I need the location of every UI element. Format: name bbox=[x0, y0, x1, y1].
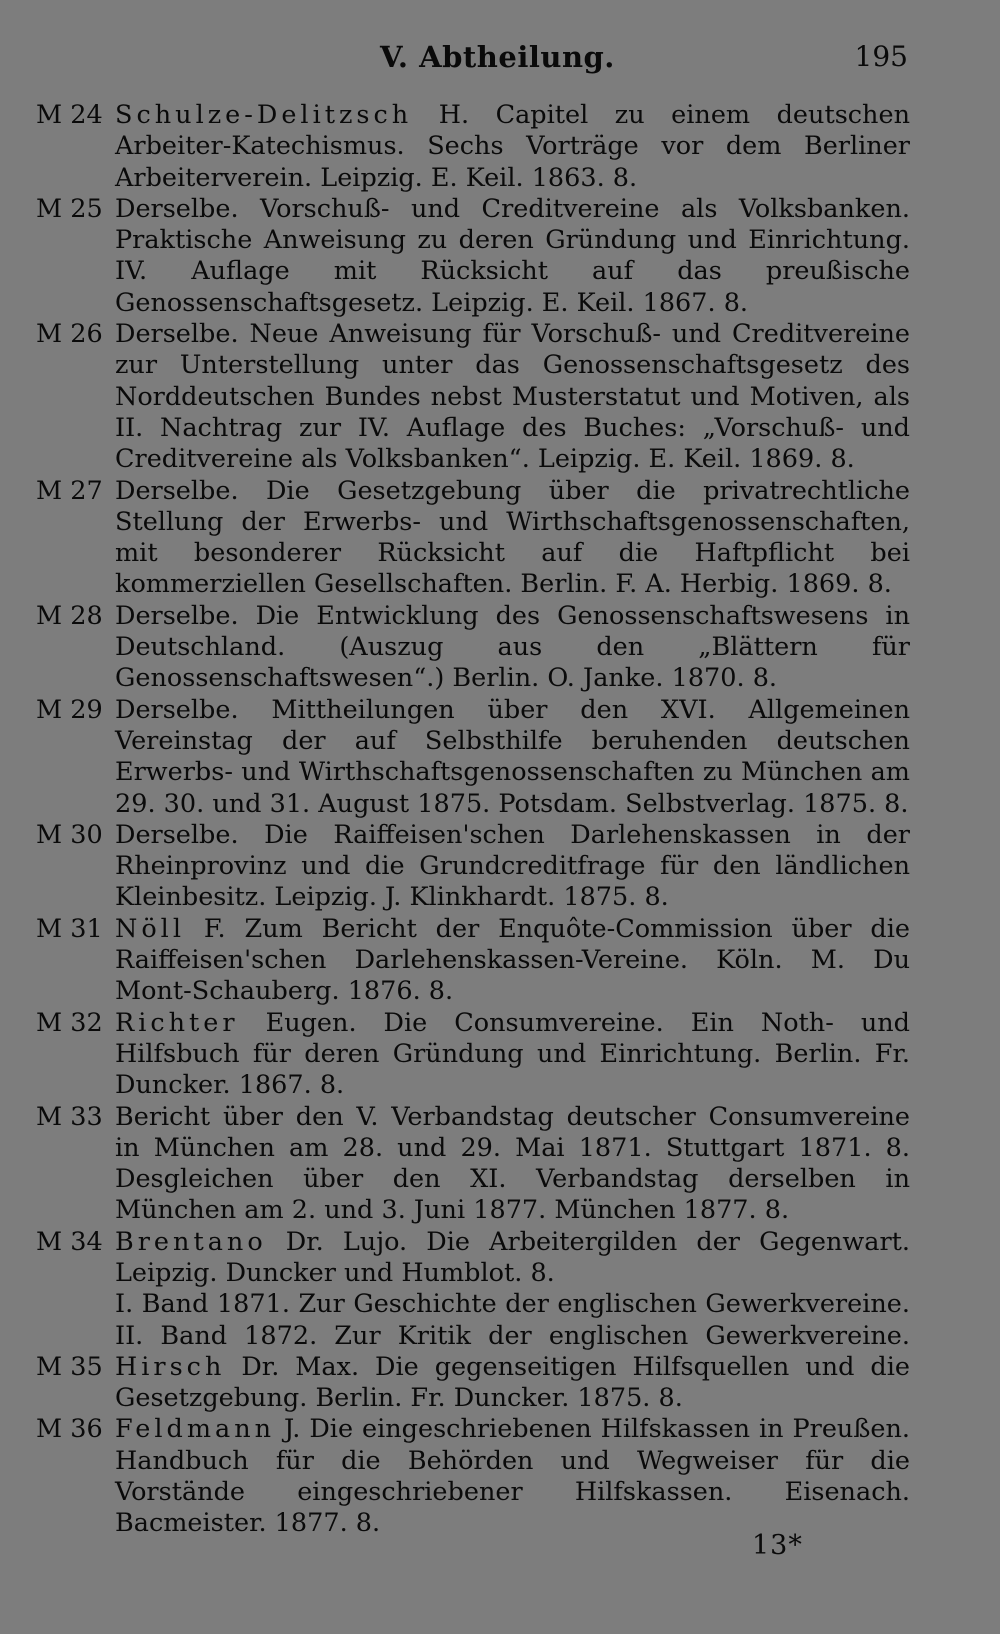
volume-line: II. Band 1872. Zur Kritik der englischen Gewerkvereine. bbox=[115, 1320, 910, 1351]
section-title: V. Abtheilung. bbox=[380, 40, 615, 74]
entry-text: Dr. Max. Die gegenseitigen Hilfsquellen und die Gesetzgebung. Berlin. Fr. Duncker. 1875. 8. bbox=[115, 1351, 910, 1414]
entry-text: J. Die eingeschriebenen Hilfskassen in Preußen. Handbuch für die Behörden und Wegweiser für die Vorstände eingeschriebener Hilfskassen. Eisenach. Bacmeister. 1877. 8. bbox=[115, 1414, 910, 1539]
bibliography-entry bbox=[0, 1227, 1000, 1352]
entry-author: Nöll bbox=[115, 913, 185, 944]
entry-id: M 28 bbox=[36, 600, 103, 631]
entry-text: Eugen. Die Consumvereine. Ein Noth- und Hilfsbuch für deren Gründung und Einrichtung. Berlin. Fr. Duncker. 1867. 8. bbox=[115, 1007, 910, 1101]
bibliography-list bbox=[0, 100, 1000, 1540]
entry-id: M 30 bbox=[36, 819, 103, 850]
bibliography-entry bbox=[0, 1008, 1000, 1102]
volume-list bbox=[115, 1289, 910, 1352]
bibliography-entry bbox=[0, 476, 1000, 601]
entry-text: Derselbe. Mittheilungen über den XVI. Allgemeinen Vereinstag der auf Selbsthilfe beruhenden deutschen Erwerbs- und Wirthschaftsgenossenschaften zu München am 29. 30. und 31. August 1875. Potsdam. Selbstverlag. 1875. 8. bbox=[115, 694, 910, 819]
bibliography-entry bbox=[0, 601, 1000, 695]
entry-id: M 29 bbox=[36, 694, 103, 725]
entry-text: Derselbe. Die Entwicklung des Genossenschaftswesens in Deutschland. (Auszug aus den „Blättern für Genossenschaftswesen“.) Berlin. O. Janke. 1870. 8. bbox=[115, 600, 910, 694]
entry-author: Feldmann bbox=[115, 1414, 276, 1445]
bibliography-entry bbox=[0, 194, 1000, 319]
entry-id: M 31 bbox=[36, 913, 103, 944]
volume-line: I. Band 1871. Zur Geschichte der englischen Gewerkvereine. bbox=[115, 1289, 910, 1320]
bibliography-entry bbox=[0, 1352, 1000, 1415]
entry-text: Derselbe. Die Raiffeisen'schen Darlehenskassen in der Rheinprovinz und die Grundcreditfrage für den ländlichen Kleinbesitz. Leipzig. J. Klinkhardt. 1875. 8. bbox=[115, 819, 910, 913]
entry-id: M 32 bbox=[36, 1007, 103, 1038]
entry-text: Derselbe. Vorschuß- und Creditvereine als Volksbanken. Praktische Anweisung zu deren Gründung und Einrichtung. IV. Auflage mit Rücksicht auf das preußische Genossenschaftsgesetz. Leipzig. E. Keil. 1867. 8. bbox=[115, 193, 910, 318]
entry-text: H. Capitel zu einem deutschen Arbeiter-Katechismus. Sechs Vorträge vor dem Berliner Arbeiterverein. Leipzig. E. Keil. 1863. 8. bbox=[115, 100, 910, 193]
entry-author: Schulze-Delitzsch bbox=[115, 100, 413, 130]
bibliography-entry bbox=[0, 914, 1000, 1008]
entry-text: Bericht über den V. Verbandstag deutscher Consumvereine in München am 28. und 29. Mai 1871. Stuttgart 1871. 8. Desgleichen über den XI. Verbandstag derselben in München am 2. und 3. Juni 1877. München 1877. 8. bbox=[115, 1101, 910, 1226]
bibliography-entry bbox=[0, 100, 1000, 194]
entry-text: F. Zum Bericht der Enquôte-Commission über die Raiffeisen'schen Darlehenskassen-Vereine. Köln. M. Du Mont-Schauberg. 1876. 8. bbox=[115, 913, 910, 1007]
entry-id: M 36 bbox=[36, 1414, 103, 1445]
entry-id: M 33 bbox=[36, 1101, 103, 1132]
bibliography-entry bbox=[0, 820, 1000, 914]
bibliography-entry bbox=[0, 319, 1000, 475]
signature-mark: 13* bbox=[752, 1530, 803, 1561]
page-number: 195 bbox=[854, 40, 908, 73]
entry-author: Brentano bbox=[115, 1226, 267, 1257]
entry-id: M 34 bbox=[36, 1226, 103, 1257]
bibliography-entry bbox=[0, 1414, 1000, 1539]
entry-id: M 25 bbox=[36, 193, 103, 224]
entry-author: Richter bbox=[115, 1007, 239, 1038]
entry-author: Hirsch bbox=[115, 1351, 226, 1382]
running-head bbox=[0, 40, 1000, 80]
entry-text: Derselbe. Die Gesetzgebung über die privatrechtliche Stellung der Erwerbs- und Wirthschaftsgenossenschaften, mit besonderer Rücksicht auf die Haftpflicht bei kommerziellen Gesellschaften. Berlin. F. A. Herbig. 1869. 8. bbox=[115, 475, 910, 600]
bibliography-entry bbox=[0, 1102, 1000, 1227]
bibliography-entry bbox=[0, 695, 1000, 820]
entry-id: M 35 bbox=[36, 1351, 103, 1382]
entry-text: Derselbe. Neue Anweisung für Vorschuß- und Creditvereine zur Unterstellung unter das Genossenschaftsgesetz des Norddeutschen Bundes nebst Musterstatut und Motiven, als II. Nachtrag zur IV. Auflage des Buches: „Vorschuß- und Creditvereine als Volksbanken“. Leipzig. E. Keil. 1869. 8. bbox=[115, 319, 910, 475]
entry-text: Dr. Lujo. Die Arbeitergilden der Gegenwart. Leipzig. Duncker und Humblot. 8. bbox=[115, 1226, 910, 1288]
entry-id: M 27 bbox=[36, 475, 103, 506]
entry-id: M 24 bbox=[36, 100, 103, 130]
entry-id: M 26 bbox=[36, 319, 103, 350]
